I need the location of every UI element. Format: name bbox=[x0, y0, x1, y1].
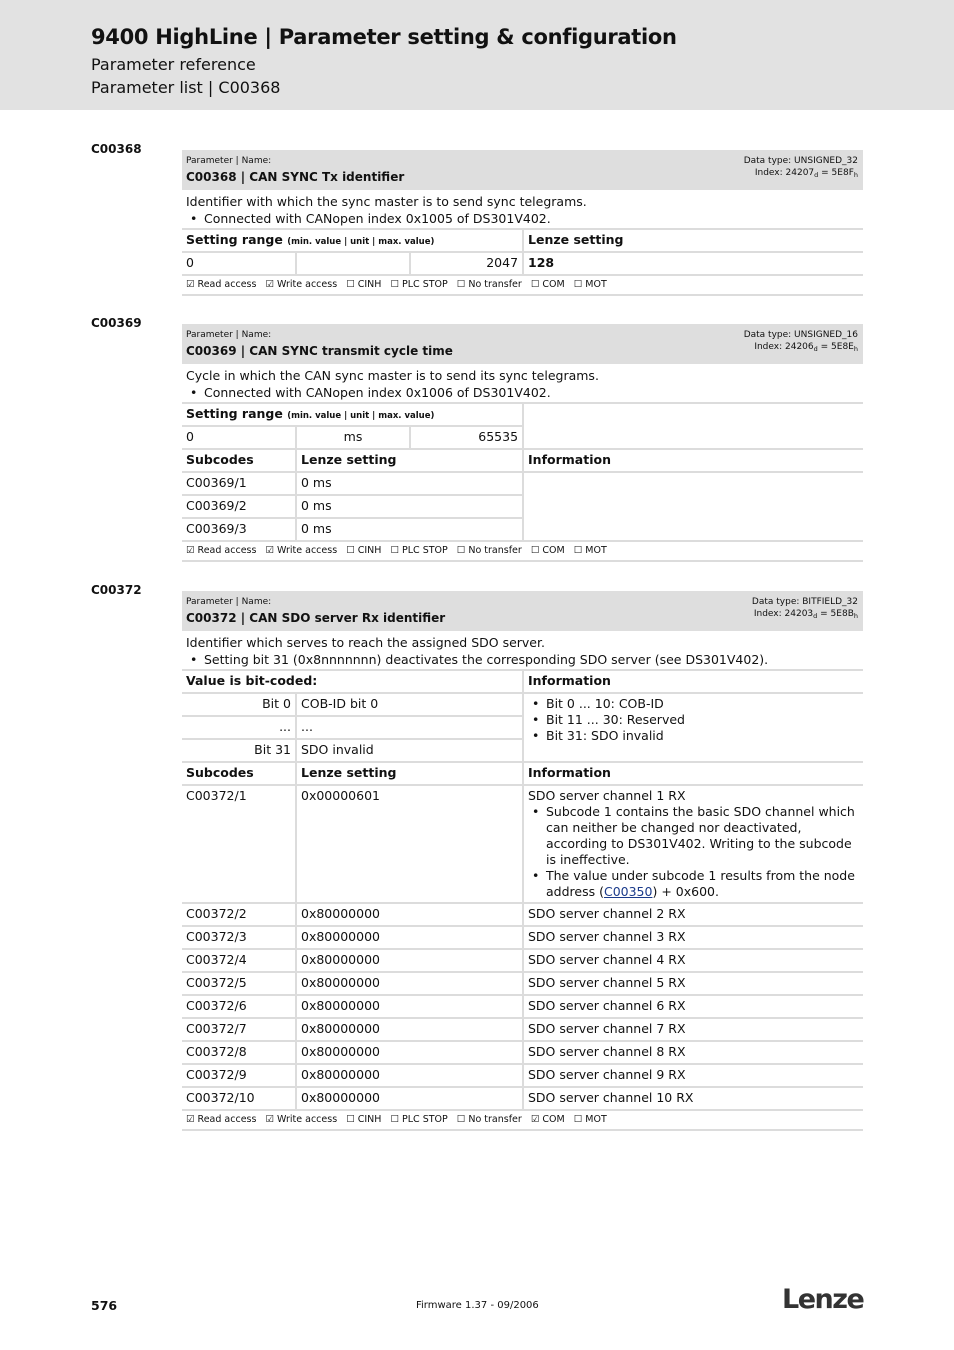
subcode: C00372/5 bbox=[182, 973, 295, 996]
lenze-value: 0x80000000 bbox=[295, 973, 522, 996]
subcode: C00372/9 bbox=[182, 1065, 295, 1088]
lenze-value: 128 bbox=[522, 253, 863, 276]
section-title: Parameter list | C00368 bbox=[91, 78, 281, 97]
min-value: 0 bbox=[182, 427, 295, 450]
lenze-value: 0x80000000 bbox=[295, 927, 522, 950]
subcode: C00369/3 bbox=[182, 519, 295, 542]
param-header bbox=[182, 324, 863, 364]
min-value: 0 bbox=[182, 253, 295, 276]
bit-information bbox=[522, 694, 863, 763]
table-row bbox=[182, 473, 863, 496]
data-type: Data type: BITFIELD_32 bbox=[751, 597, 858, 607]
param-name-label: Parameter | Name: bbox=[186, 597, 272, 607]
subcode: C00372/3 bbox=[182, 927, 295, 950]
information: SDO server channel 7 RX bbox=[522, 1019, 863, 1042]
information-cell: SDO server channel 1 RX • Subcode 1 contains the basic SDO channel which can neither be changed nor deactivated, according to DS301V402. Writing to the subcode is ineffective. • The value under subcode 1 results from the node address (C00350) + 0x600. bbox=[522, 786, 863, 904]
list-item: • Subcode 1 contains the basic SDO channel which can neither be changed nor deactivated, according to DS301V402. Writing to the subcode is ineffective. bbox=[546, 804, 859, 868]
table-row bbox=[182, 927, 863, 950]
setting-range-table bbox=[182, 230, 863, 276]
bit-number: Bit 31 bbox=[182, 740, 295, 763]
subcodes-header: Subcodes bbox=[182, 450, 295, 473]
page-header bbox=[0, 0, 954, 110]
information: SDO server channel 4 RX bbox=[522, 950, 863, 973]
lenze-setting-header: Lenze setting bbox=[522, 230, 863, 253]
list-item: • The value under subcode 1 results from the node address (C00350) + 0x600. bbox=[546, 868, 859, 900]
section-label-c00368: C00368 bbox=[91, 142, 142, 156]
bit-description: COB-ID bit 0 bbox=[295, 694, 522, 717]
page-number: 576 bbox=[91, 1298, 118, 1313]
subcodes-header: Subcodes bbox=[182, 763, 295, 786]
subcode: C00372/8 bbox=[182, 1042, 295, 1065]
param-name: C00368 | CAN SYNC Tx identifier bbox=[186, 170, 405, 184]
lenze-value: 0x80000000 bbox=[295, 1065, 522, 1088]
lenze-setting-header: Lenze setting bbox=[295, 763, 522, 786]
lenze-setting-header: Lenze setting bbox=[295, 450, 522, 473]
param-index: Index: $24203_d = 5E8B_h$ bbox=[753, 609, 858, 620]
table-row bbox=[182, 786, 863, 904]
table-row bbox=[182, 904, 863, 927]
unit: ms bbox=[295, 427, 409, 450]
table-row bbox=[182, 996, 863, 1019]
information: SDO server channel 8 RX bbox=[522, 1042, 863, 1065]
access-flags: ☑ Read access ☑ Write access ☐ CINH ☐ PLC STOP ☐ No transfer ☐ COM ☐ MOT bbox=[182, 542, 863, 562]
information: SDO server channel 9 RX bbox=[522, 1065, 863, 1088]
information-header: Information bbox=[522, 450, 863, 473]
unit bbox=[295, 253, 409, 276]
information: SDO server channel 10 RX bbox=[522, 1088, 863, 1111]
lenze-value: 0 ms bbox=[295, 473, 522, 496]
access-flags: ☑ Read access ☑ Write access ☐ CINH ☐ PLC STOP ☐ No transfer ☑ COM ☐ MOT bbox=[182, 1111, 863, 1131]
param-block-c00369 bbox=[182, 324, 863, 562]
param-description: Identifier with which the sync master is to send sync telegrams. • Connected with CANopen index 0x1005 of DS301V402. bbox=[182, 190, 863, 230]
information: SDO server channel 2 RX bbox=[522, 904, 863, 927]
lenze-value: 0 ms bbox=[295, 496, 522, 519]
param-name: C00369 | CAN SYNC transmit cycle time bbox=[186, 344, 453, 358]
table-row bbox=[182, 1065, 863, 1088]
bit-description: SDO invalid bbox=[295, 740, 522, 763]
param-block-c00368 bbox=[182, 150, 863, 296]
bit-number: Bit 0 bbox=[182, 694, 295, 717]
information: SDO server channel 5 RX bbox=[522, 973, 863, 996]
bit-description: ... bbox=[295, 717, 522, 740]
access-flags: ☑ Read access ☑ Write access ☐ CINH ☐ PLC STOP ☐ No transfer ☐ COM ☐ MOT bbox=[182, 276, 863, 296]
param-block-c00372 bbox=[182, 591, 863, 1131]
lenze-value: 0x80000000 bbox=[295, 950, 522, 973]
param-description: Identifier which serves to reach the assigned SDO server. • Setting bit 31 (0x8nnnnnnn) deactivates the corresponding SDO server (see DS301V402). bbox=[182, 631, 863, 671]
lenze-value: 0 ms bbox=[295, 519, 522, 542]
lenze-value: 0x80000000 bbox=[295, 1042, 522, 1065]
subcode: C00372/10 bbox=[182, 1088, 295, 1111]
section-label-c00369: C00369 bbox=[91, 316, 142, 330]
table-row bbox=[182, 973, 863, 996]
lenze-value: 0x00000601 bbox=[295, 786, 522, 904]
bit-coded-header: Value is bit-coded: bbox=[182, 671, 522, 694]
setting-range-header: Setting range (min. value | unit | max. value) bbox=[182, 230, 522, 253]
chapter-title: Parameter reference bbox=[91, 55, 256, 74]
param-name-label: Parameter | Name: bbox=[186, 330, 272, 340]
list-item: • Bit 0 ... 10: COB-ID bbox=[546, 696, 859, 712]
data-type: Data type: UNSIGNED_16 bbox=[743, 330, 858, 340]
param-name: C00372 | CAN SDO server Rx identifier bbox=[186, 611, 446, 625]
subcode: C00372/4 bbox=[182, 950, 295, 973]
section-label-c00372: C00372 bbox=[91, 583, 142, 597]
document-title: 9400 HighLine | Parameter setting & configuration bbox=[91, 25, 677, 49]
lenze-logo: Lenze bbox=[782, 1284, 864, 1315]
param-header bbox=[182, 591, 863, 631]
param-header bbox=[182, 150, 863, 190]
data-type: Data type: UNSIGNED_32 bbox=[743, 156, 858, 166]
bit-row bbox=[182, 694, 863, 717]
subcode: C00372/2 bbox=[182, 904, 295, 927]
subcode: C00372/7 bbox=[182, 1019, 295, 1042]
table-row bbox=[182, 950, 863, 973]
lenze-value: 0x80000000 bbox=[295, 904, 522, 927]
empty-cell bbox=[522, 404, 863, 450]
subcode: C00372/1 bbox=[182, 786, 295, 904]
param-name-label: Parameter | Name: bbox=[186, 156, 272, 166]
table-row bbox=[182, 1019, 863, 1042]
setting-range-table bbox=[182, 404, 863, 542]
bitfield-table bbox=[182, 671, 863, 1111]
max-value: 65535 bbox=[409, 427, 522, 450]
table-row bbox=[182, 1042, 863, 1065]
firmware-version: Firmware 1.37 - 09/2006 bbox=[416, 1300, 539, 1311]
list-item: • Bit 11 ... 30: Reserved bbox=[546, 712, 859, 728]
lenze-value: 0x80000000 bbox=[295, 1019, 522, 1042]
lenze-value: 0x80000000 bbox=[295, 996, 522, 1019]
subcode: C00369/2 bbox=[182, 496, 295, 519]
param-index: Index: $24206_d = 5E8E_h$ bbox=[754, 342, 858, 353]
bit-number: ... bbox=[182, 717, 295, 740]
lenze-value: 0x80000000 bbox=[295, 1088, 522, 1111]
information-header: Information bbox=[522, 671, 863, 694]
param-index: Index: $24207_d = 5E8F_h$ bbox=[754, 168, 858, 179]
information: SDO server channel 6 RX bbox=[522, 996, 863, 1019]
setting-range-header: Setting range (min. value | unit | max. value) bbox=[182, 404, 522, 427]
subcode: C00369/1 bbox=[182, 473, 295, 496]
information-header: Information bbox=[522, 763, 863, 786]
c00350-link[interactable]: C00350 bbox=[603, 884, 653, 899]
information: SDO server channel 3 RX bbox=[522, 927, 863, 950]
max-value: 2047 bbox=[409, 253, 522, 276]
param-description: Cycle in which the CAN sync master is to send its sync telegrams. • Connected with CANopen index 0x1006 of DS301V402. bbox=[182, 364, 863, 404]
information-cell bbox=[522, 473, 863, 542]
table-row bbox=[182, 1088, 863, 1111]
subcode: C00372/6 bbox=[182, 996, 295, 1019]
list-item: • Bit 31: SDO invalid bbox=[546, 728, 859, 744]
